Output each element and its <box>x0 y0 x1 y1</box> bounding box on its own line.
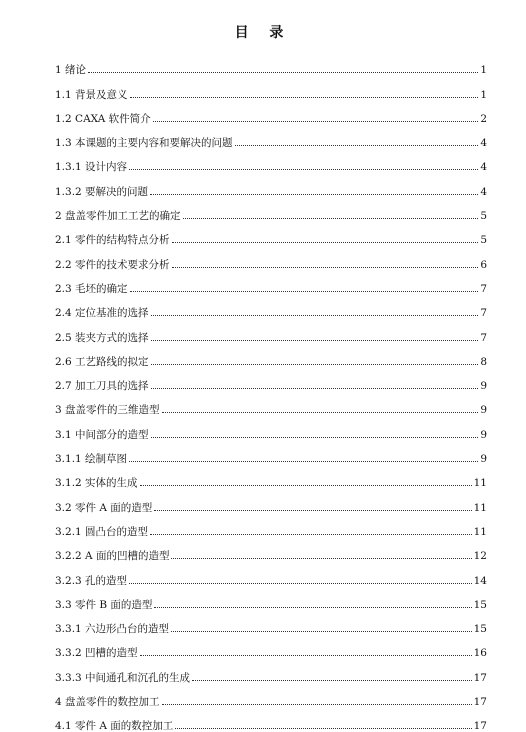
dot-leader <box>154 607 471 608</box>
toc-entry <box>55 101 487 125</box>
toc-entry-label: 3.3.3 中间通孔和沉孔的生成 <box>55 671 191 684</box>
toc-entry-label: 2.5 装夹方式的选择 <box>55 331 149 344</box>
toc-entry-page: 2 <box>480 112 487 125</box>
dot-leader <box>150 194 478 195</box>
toc-entry-page: 17 <box>473 696 487 709</box>
dot-leader <box>151 340 479 341</box>
toc-entry-page: 11 <box>473 477 487 490</box>
toc-entry <box>55 562 487 586</box>
toc-entry <box>55 173 487 197</box>
dot-leader <box>130 97 479 98</box>
toc-entry-label: 2.2 零件的技术要求分析 <box>55 258 170 271</box>
toc-entry-label: 3.1 中间部分的造型 <box>55 428 149 441</box>
toc-entry-label: 2.6 工艺路线的拟定 <box>55 355 149 368</box>
dot-leader <box>129 461 478 462</box>
toc-entry-label: 3.2.3 孔的造型 <box>55 574 128 587</box>
toc-entry-label: 2.1 零件的结构特点分析 <box>55 234 170 247</box>
toc-entry-page: 14 <box>473 574 487 587</box>
toc-entry-page: 6 <box>480 258 487 271</box>
dot-leader <box>153 121 479 122</box>
toc-entry-page: 1 <box>480 64 487 77</box>
toc-entry-label: 3.3 零件 B 面的造型 <box>55 598 153 611</box>
toc-entry <box>55 52 487 76</box>
toc-entry-page: 17 <box>473 671 487 684</box>
toc-entry-page: 8 <box>480 355 487 368</box>
toc-entry <box>55 514 487 538</box>
toc-entry-page: 7 <box>480 307 487 320</box>
toc-entry-page: 17 <box>473 720 487 732</box>
dot-leader <box>151 315 479 316</box>
toc-entry <box>55 392 487 416</box>
toc-entry <box>55 368 487 392</box>
toc-entry-page: 1 <box>480 88 487 101</box>
toc-entry-label: 1.3 本课题的主要内容和要解决的问题 <box>55 137 233 150</box>
toc-entry-page: 4 <box>480 185 487 198</box>
toc-entry-label: 2.4 定位基准的选择 <box>55 307 149 320</box>
toc-entry-page: 7 <box>480 282 487 295</box>
toc-entry-label: 3 盘盖零件的三维造型 <box>55 404 160 417</box>
toc-entry-page: 5 <box>480 210 487 223</box>
dot-leader <box>129 169 478 170</box>
dot-leader <box>162 412 479 413</box>
dot-leader <box>192 680 472 681</box>
toc-entry <box>55 271 487 295</box>
toc-entry-label: 3.3.1 六边形凸台的造型 <box>55 623 170 636</box>
toc-entry <box>55 659 487 683</box>
toc-entry <box>55 441 487 465</box>
toc-entry-page: 11 <box>473 501 487 514</box>
toc-entry-page: 15 <box>473 598 487 611</box>
toc-entry-label: 3.1.1 绘制草图 <box>55 453 128 466</box>
toc-list <box>55 52 487 732</box>
toc-entry <box>55 465 487 489</box>
dot-leader <box>154 510 471 511</box>
toc-entry-page: 9 <box>480 453 487 466</box>
toc-entry-label: 1 绪论 <box>55 64 87 77</box>
toc-entry <box>55 416 487 440</box>
toc-entry-label: 2.7 加工刀具的选择 <box>55 380 149 393</box>
dot-leader <box>88 72 478 73</box>
toc-entry <box>55 222 487 246</box>
toc-entry-page: 15 <box>473 623 487 636</box>
dot-leader <box>162 704 472 705</box>
dot-leader <box>151 364 479 365</box>
dot-leader <box>130 291 479 292</box>
toc-entry <box>55 149 487 173</box>
toc-entry-label: 3.1.2 实体的生成 <box>55 477 138 490</box>
toc-entry-page: 4 <box>480 137 487 150</box>
dot-leader <box>172 267 479 268</box>
dot-leader <box>171 558 471 559</box>
toc-entry-label: 3.2.1 圆凸台的造型 <box>55 525 149 538</box>
toc-entry <box>55 344 487 368</box>
toc-entry <box>55 125 487 149</box>
toc-entry <box>55 587 487 611</box>
toc-entry-page: 4 <box>480 161 487 174</box>
dot-leader <box>151 437 479 438</box>
toc-entry-page: 16 <box>473 647 487 660</box>
toc-entry-label: 3.2.2 A 面的凹槽的造型 <box>55 550 170 563</box>
toc-entry <box>55 489 487 513</box>
toc-entry-page: 5 <box>480 234 487 247</box>
dot-leader <box>140 485 472 486</box>
toc-entry-page: 9 <box>480 428 487 441</box>
toc-entry-label: 1.1 背景及意义 <box>55 88 128 101</box>
toc-entry <box>55 319 487 343</box>
toc-entry-label: 1.3.1 设计内容 <box>55 161 128 174</box>
toc-entry <box>55 246 487 270</box>
toc-entry-page: 7 <box>480 331 487 344</box>
toc-entry-label: 1.3.2 要解决的问题 <box>55 185 149 198</box>
toc-entry-label: 2 盘盖零件加工工艺的确定 <box>55 210 181 223</box>
toc-entry <box>55 76 487 100</box>
toc-entry-label: 4.1 零件 A 面的数控加工 <box>55 720 174 732</box>
dot-leader <box>140 655 472 656</box>
toc-entry-page: 12 <box>473 550 487 563</box>
dot-leader <box>175 728 471 729</box>
toc-entry <box>55 295 487 319</box>
toc-entry-label: 1.2 CAXA 软件简介 <box>55 112 151 125</box>
toc-entry-label: 3.3.2 凹槽的造型 <box>55 647 138 660</box>
toc-entry-label: 2.3 毛坯的确定 <box>55 282 128 295</box>
toc-entry-page: 9 <box>480 380 487 393</box>
dot-leader <box>129 583 472 584</box>
dot-leader <box>183 218 479 219</box>
toc-entry <box>55 708 487 732</box>
dot-leader <box>172 242 479 243</box>
toc-entry-page: 9 <box>480 404 487 417</box>
dot-leader <box>171 631 472 632</box>
dot-leader <box>150 534 472 535</box>
toc-entry-label: 3.2 零件 A 面的造型 <box>55 501 153 514</box>
toc-entry-page: 11 <box>473 525 487 538</box>
dot-leader <box>151 388 479 389</box>
toc-entry <box>55 538 487 562</box>
toc-entry <box>55 198 487 222</box>
toc-entry <box>55 611 487 635</box>
toc-entry <box>55 635 487 659</box>
toc-entry <box>55 684 487 708</box>
toc-entry-label: 4 盘盖零件的数控加工 <box>55 696 160 709</box>
toc-title: 目 录 <box>234 25 292 41</box>
dot-leader <box>235 145 479 146</box>
